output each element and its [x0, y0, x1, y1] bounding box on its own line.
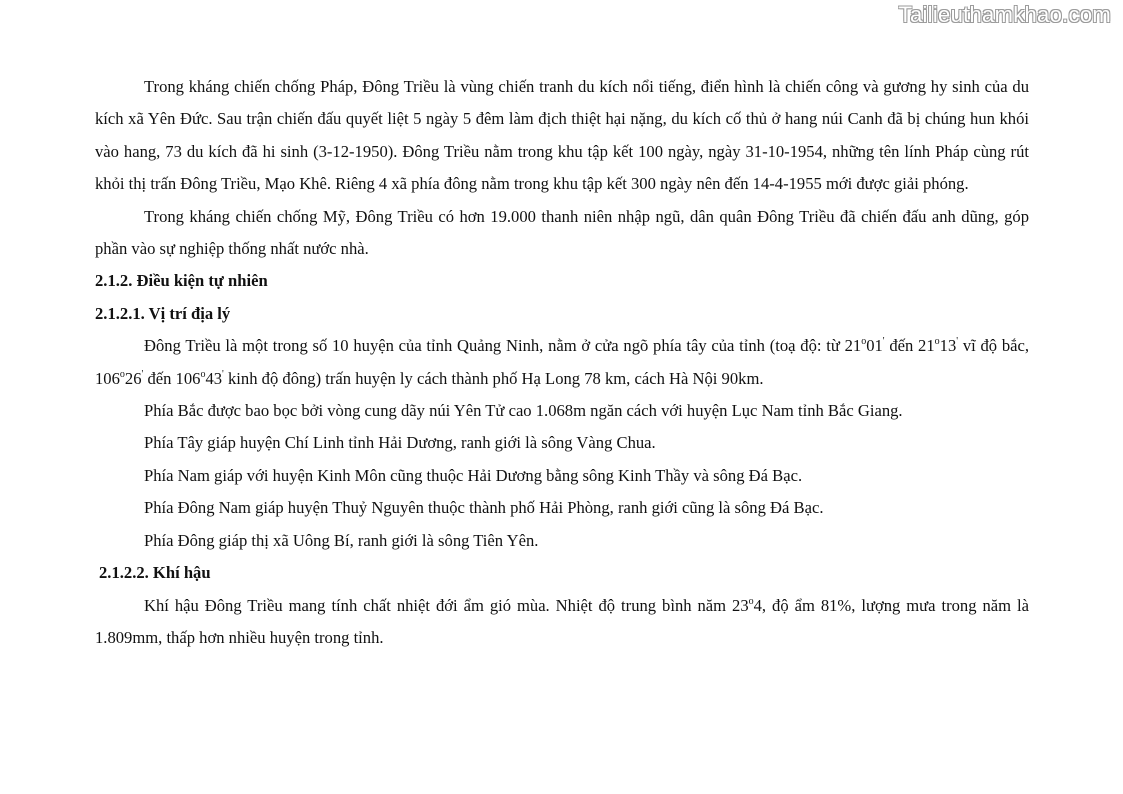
paragraph-climate: Khí hậu Đông Triều mang tính chất nhiệt đới ẩm gió mùa. Nhiệt độ trung bình năm 23$^o$4, độ ẩm 81%, lượng mưa trong năm là 1.809mm, thấp hơn nhiều huyện trong tỉnh.	[95, 595, 1029, 647]
paragraph-north-border: Phía Bắc được bao bọc bởi vòng cung dãy núi Yên Tử cao 1.068m ngăn cách với huyện Lục Nam tỉnh Bắc Giang.	[144, 401, 903, 421]
paragraph-history-french: Trong kháng chiến chống Pháp, Đông Triều là vùng chiến tranh du kích nổi tiếng, điển hình là chiến công và gương hy sinh của du kích xã Yên Đức. Sau trận chiến đấu quyết liệt 5 ngày 5 đêm làm địch thiệt hại nặng, du kích cố thủ ở hang núi Canh đã bị chúng hun khói vào hang, 73 du kích đã hi sinh (3-12-1950). Đông Triều nằm trong khu tập kết 100 ngày, ngày 31-10-1954, những tên lính Pháp cùng rút khỏi thị trấn Đông Triều, Mạo Khê. Riêng 4 xã phía đông nằm trong khu tập kết 300 ngày nên đến 14-4-1955 mới được giải phóng.	[95, 77, 1029, 194]
heading-climate: 2.1.2.2. Khí hậu	[99, 563, 211, 583]
document-page	[95, 71, 1029, 654]
paragraph-south-border: Phía Nam giáp với huyện Kinh Môn cũng thuộc Hải Dương bằng sông Kinh Thầy và sông Đá Bạc.	[144, 465, 803, 485]
paragraph-southeast-border: Phía Đông Nam giáp huyện Thuỷ Nguyên thuộc thành phố Hải Phòng, ranh giới cũng là sông Đá Bạc.	[144, 498, 824, 518]
paragraph-location: Đông Triều là một trong số 10 huyện của tỉnh Quảng Ninh, nằm ở cửa ngõ phía tây của tỉnh (toạ độ: từ 21$^o$01' đến 21$^o$13' vĩ độ bắc, 106$^o$26' đến 106$^o$43' kinh độ đông) trấn huyện ly cách thành phố Hạ Long 78 km, cách Hà Nội 90km.	[95, 336, 1029, 388]
heading-natural-conditions: 2.1.2. Điều kiện tự nhiên	[95, 271, 268, 291]
watermark: Tailieuthamkhao.com	[898, 2, 1111, 27]
paragraph-history-american: Trong kháng chiến chống Mỹ, Đông Triều có hơn 19.000 thanh niên nhập ngũ, dân quân Đông Triều đã chiến đấu anh dũng, góp phần vào sự nghiệp thống nhất nước nhà.	[95, 206, 1029, 259]
paragraph-west-border: Phía Tây giáp huyện Chí Linh tỉnh Hải Dương, ranh giới là sông Vàng Chua.	[144, 433, 656, 453]
paragraph-east-border: Phía Đông giáp thị xã Uông Bí, ranh giới là sông Tiên Yên.	[144, 530, 539, 550]
heading-geographic-location: 2.1.2.1. Vị trí địa lý	[95, 303, 231, 323]
